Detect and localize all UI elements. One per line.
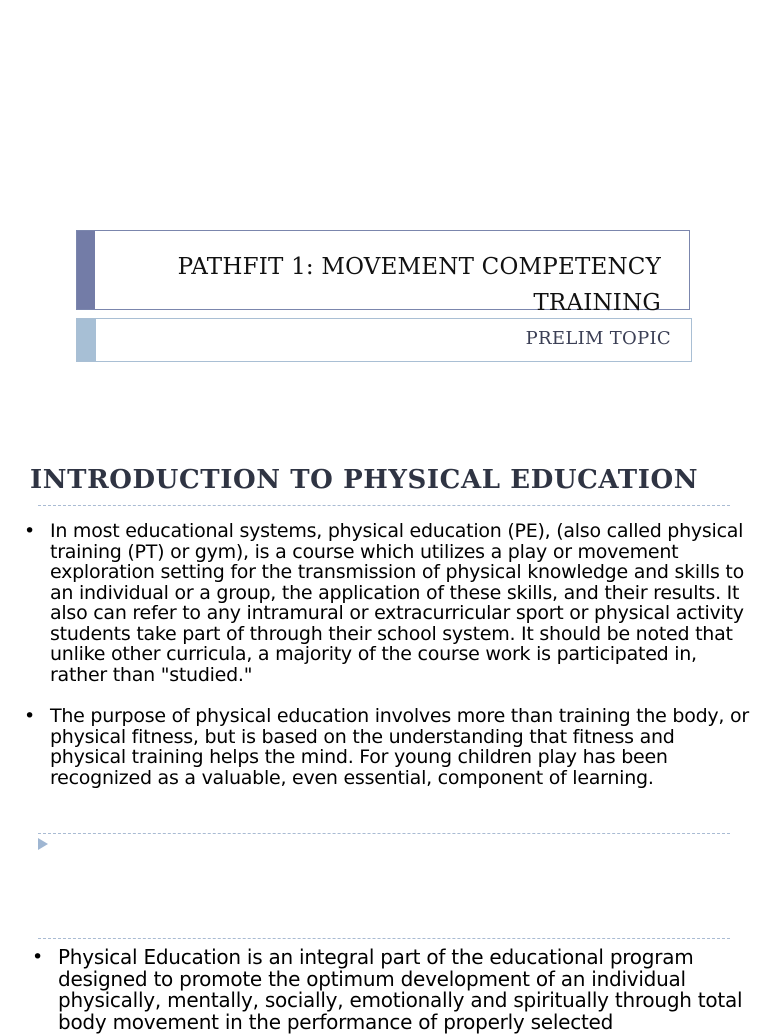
- slide-subtitle: PRELIM TOPIC: [525, 328, 671, 349]
- heading-divider: [38, 505, 730, 506]
- list-item: [30, 947, 760, 1033]
- next-bullet-list: [30, 947, 760, 1033]
- title-accent-bar: [77, 231, 95, 309]
- intro-bullet-list: [22, 521, 752, 788]
- subtitle-box: [76, 318, 692, 362]
- slide-title-line-1: PATHFIT 1: MOVEMENT COMPETENCY: [177, 254, 661, 280]
- slide-footer-divider: [38, 833, 730, 834]
- bullet-marker: •: [24, 520, 35, 542]
- slide-title-line-2: TRAINING: [533, 290, 661, 316]
- list-item: [22, 706, 752, 788]
- play-arrow-icon: [38, 838, 48, 850]
- title-box: [76, 230, 690, 316]
- section-heading: INTRODUCTION TO PHYSICAL EDUCATION: [30, 465, 699, 495]
- list-item: [22, 521, 752, 685]
- next-slide-top-divider: [38, 938, 730, 939]
- bullet-text: Physical Education is an integral part of the educational program designed to promote the optimum development of an individual physically, mentally, socially, emotionally and spiritually through total body movement in the performance of properly selected: [58, 945, 743, 1034]
- bullet-text: The purpose of physical education involves more than training the body, or physical fitness, but is based on the understanding that fitness and physical training helps the mind. For young children play has been recognized as a valuable, even essential, component of learning.: [50, 705, 749, 789]
- subtitle-accent-bar: [77, 319, 96, 361]
- bullet-text: In most educational systems, physical education (PE), (also called physical training (PT) or gym), is a course which utilizes a play or movement exploration setting for the transmission of physical knowledge and skills to an individual or a group, the application of these skills, and their results. It also can refer to any intramural or extracurricular sport or physical activity students take part of through their school system. It should be noted that unlike other curricula, a majority of the course work is participated in, rather than "studied.": [50, 520, 745, 686]
- bullet-marker: •: [24, 705, 35, 727]
- slide-title: [121, 249, 661, 321]
- bullet-marker: •: [32, 946, 43, 968]
